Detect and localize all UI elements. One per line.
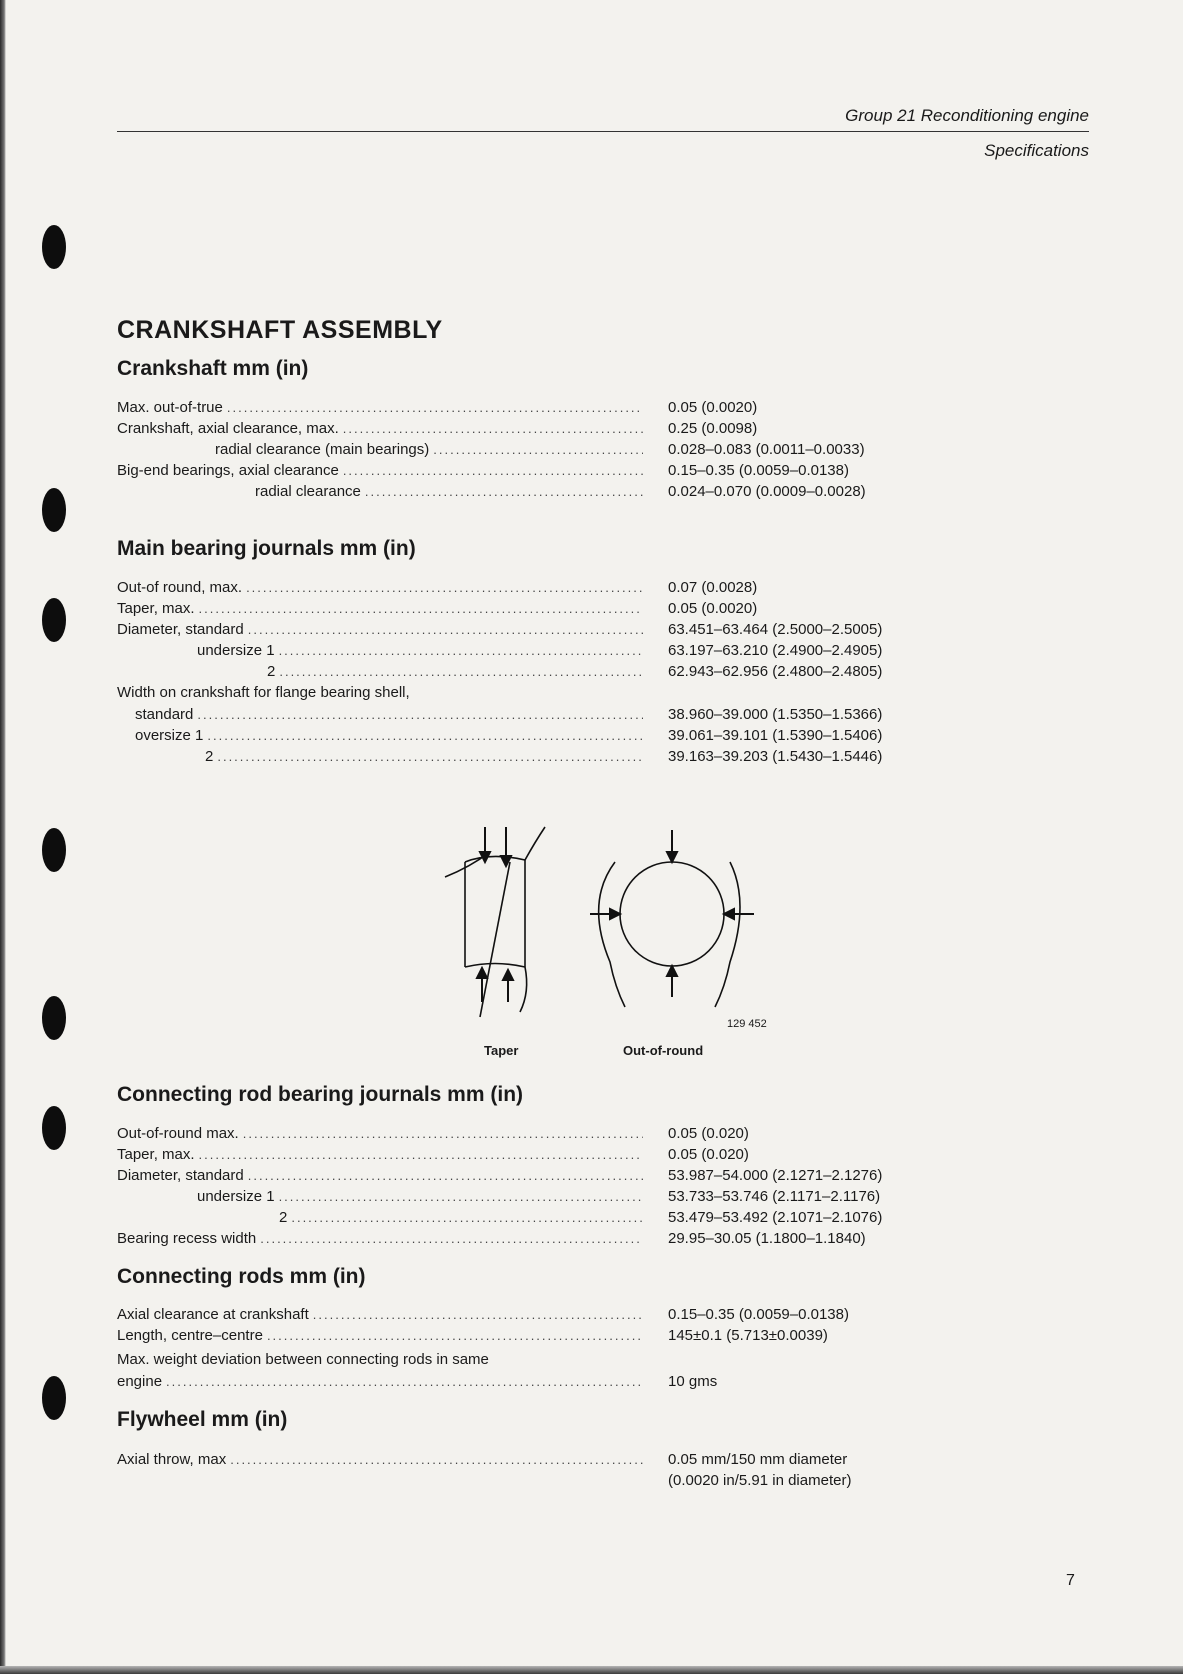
spec-value: 0.15–0.35 (0.0059–0.0138) <box>668 1306 849 1323</box>
spec-value: 0.25 (0.0098) <box>668 420 758 437</box>
scan-bottom-edge <box>0 1666 1183 1674</box>
spec-label: Axial clearance at crankshaft <box>117 1306 309 1323</box>
weight-deviation-label: Max. weight deviation between connecting rods in same <box>117 1351 489 1368</box>
spec-label: Taper, max. <box>117 600 195 617</box>
section-heading-conrod-journals: Connecting rod bearing journals mm (in) <box>117 1083 524 1106</box>
spec-label: Length, centre–centre <box>117 1327 263 1344</box>
punch-hole <box>42 828 66 872</box>
width-label: Width on crankshaft for flange bearing shell, <box>117 684 410 701</box>
spec-label: undersize 1 <box>197 642 275 659</box>
section-heading-main-bearing: Main bearing journals mm (in) <box>117 537 416 560</box>
spec-label: 2 <box>267 663 276 680</box>
spec-row <box>117 747 647 766</box>
section-heading-flywheel: Flywheel mm (in) <box>117 1408 288 1431</box>
spec-label: Max. out-of-true <box>117 399 223 416</box>
spec-value: 0.05 (0.020) <box>668 1146 749 1163</box>
punch-hole <box>42 488 66 532</box>
spec-value: 0.05 (0.0020) <box>668 399 758 416</box>
spec-value: (0.0020 in/5.91 in diameter) <box>668 1472 852 1489</box>
taper-out-of-round-diagram <box>440 822 770 1022</box>
punch-hole <box>42 996 66 1040</box>
spec-value: 145±0.1 (5.713±0.0039) <box>668 1327 828 1344</box>
spec-row <box>117 461 647 480</box>
spec-value: 0.05 (0.0020) <box>668 600 758 617</box>
spec-label: Big-end bearings, axial clearance <box>117 462 339 479</box>
punch-hole <box>42 598 66 642</box>
punch-hole <box>42 1376 66 1420</box>
page-title: CRANKSHAFT ASSEMBLY <box>117 316 443 344</box>
spec-value: 53.733–53.746 (2.1171–2.1176) <box>668 1188 881 1205</box>
header-subtitle: Specifications <box>984 141 1089 160</box>
spec-row <box>117 1305 647 1324</box>
spec-row <box>117 482 647 501</box>
spec-row <box>117 1187 647 1206</box>
spec-label: Axial throw, max <box>117 1451 227 1468</box>
taper-journal-drawing <box>445 827 545 1017</box>
spec-value: 0.05 mm/150 mm diameter <box>668 1451 848 1468</box>
spec-row <box>117 1229 647 1248</box>
spec-label: oversize 1 <box>135 727 204 744</box>
spec-row <box>117 578 647 597</box>
spec-row <box>117 662 647 681</box>
spec-row <box>117 1326 647 1345</box>
spec-value: 0.07 (0.0028) <box>668 579 758 596</box>
spec-label: Diameter, standard <box>117 621 244 638</box>
spec-row <box>117 1145 647 1164</box>
spec-row <box>117 1450 647 1469</box>
spec-row <box>117 726 647 745</box>
figure-number: 129 452 <box>727 1018 767 1030</box>
out-of-round-drawing <box>599 862 740 1007</box>
spec-row <box>117 1124 647 1143</box>
header-group: Group 21 Reconditioning engine <box>845 106 1089 125</box>
spec-value: 10 gms <box>668 1373 718 1390</box>
spec-value: 39.163–39.203 (1.5430–1.5446) <box>668 748 883 765</box>
out-of-round-arrows <box>590 830 754 997</box>
spec-value: 63.451–63.464 (2.5000–2.5005) <box>668 621 883 638</box>
spec-label: 2 <box>205 748 214 765</box>
spec-label: Bearing recess width <box>117 1230 257 1247</box>
spec-label: standard <box>135 706 194 723</box>
taper-arrows <box>477 827 513 1002</box>
spec-label: Out-of-round max. <box>117 1125 239 1142</box>
spec-label: engine <box>117 1373 163 1390</box>
punch-hole <box>42 225 66 269</box>
spec-value: 38.960–39.000 (1.5350–1.5366) <box>668 706 883 723</box>
section-heading-conrods: Connecting rods mm (in) <box>117 1265 366 1288</box>
spec-value: 29.95–30.05 (1.1800–1.1840) <box>668 1230 866 1247</box>
spec-label: radial clearance <box>255 483 361 500</box>
spec-value: 0.15–0.35 (0.0059–0.0138) <box>668 462 849 479</box>
punch-hole <box>42 1106 66 1150</box>
spec-row <box>117 705 647 724</box>
spec-label: Taper, max. <box>117 1146 195 1163</box>
spec-value: 0.05 (0.020) <box>668 1125 749 1142</box>
spec-value: 0.024–0.070 (0.0009–0.0028) <box>668 483 866 500</box>
spec-value: 53.479–53.492 (2.1071–2.1076) <box>668 1209 883 1226</box>
header-rule <box>117 131 1089 132</box>
spec-label: Diameter, standard <box>117 1167 244 1184</box>
spec-row <box>117 419 647 438</box>
spec-row <box>117 398 647 417</box>
spec-value: 53.987–54.000 (2.1271–2.1276) <box>668 1167 883 1184</box>
spec-value: 39.061–39.101 (1.5390–1.5406) <box>668 727 883 744</box>
spec-label: 2 <box>279 1209 288 1226</box>
spec-row <box>117 599 647 618</box>
page-number: 7 <box>1066 1572 1075 1589</box>
spec-row <box>117 620 647 639</box>
spec-value: 63.197–63.210 (2.4900–2.4905) <box>668 642 883 659</box>
out-of-round-label: Out-of-round <box>623 1043 704 1058</box>
spec-value: 0.028–0.083 (0.0011–0.0033) <box>668 441 865 458</box>
spec-label: radial clearance (main bearings) <box>215 441 430 458</box>
spec-label: Out-of round, max. <box>117 579 243 596</box>
spec-row <box>117 440 647 459</box>
spec-label: Crankshaft, axial clearance, max. <box>117 420 339 437</box>
spec-row <box>117 1372 647 1391</box>
spec-row <box>117 1208 647 1227</box>
binder-edge <box>0 0 6 1674</box>
spec-value: 62.943–62.956 (2.4800–2.4805) <box>668 663 883 680</box>
taper-label: Taper <box>484 1043 519 1058</box>
section-heading-crankshaft: Crankshaft mm (in) <box>117 357 309 380</box>
spec-label: undersize 1 <box>197 1188 275 1205</box>
spec-row <box>117 641 647 660</box>
spec-row <box>117 1166 647 1185</box>
